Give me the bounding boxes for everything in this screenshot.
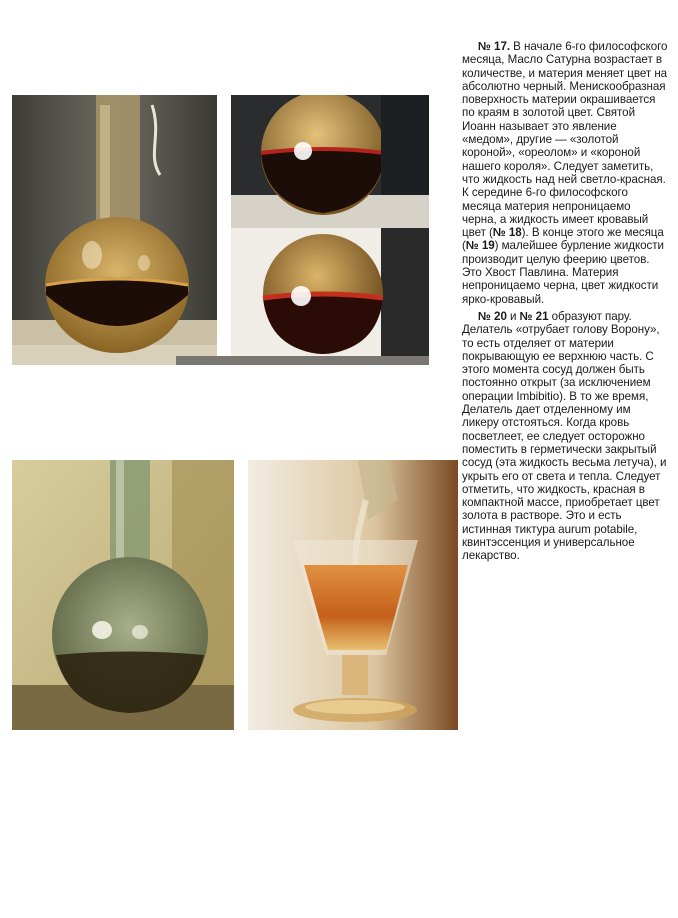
figure-number-18: № 18	[492, 226, 522, 240]
glass-21-photo	[248, 460, 458, 730]
sphere-18-photo	[231, 95, 429, 228]
text-run: ). В конце этого же месяца (	[462, 226, 664, 253]
text-run: В начале 6-го философского месяца, Масло Сатурна возрастает в количестве, и материя меняет цвет на абсолютно черный. Менискообразная поверхность материи окрашивается по краям в золотой цвет. Святой Иоанн называет это явление «медом», другие — «золотой короной», «ореолом» и «короной нашего короля». Следует заметить, что жидкость над ней светло-красная. К середине 6-го философского месяца материя непроницаемо черна, а жидкость имеет кровавый цвет (	[462, 40, 668, 240]
flask-17-photo	[12, 95, 217, 365]
figure-number-17: № 17.	[478, 40, 511, 53]
paragraph-20-21	[462, 310, 668, 563]
figure-number-21: № 21	[519, 309, 549, 323]
figure-number-19: № 19	[465, 239, 495, 253]
text-run: образуют пару. Делатель «отрубает голову Ворону», то есть отделяет от материи покрывающую ее верхнюю часть. С этого момента сосуд должен быть постоянно открыт (за исключением операции Imbibitio). В то же время, Делатель дает отделенному им ликеру отстояться. Когда кровь посветлеет, ее следует осторожно поместить в герметически закрытый сосуд (эта жидкость весьма летуча), и укрыть его от света и тепла. Следует отметить, что жидкость, красная в компактной массе, приобретает цвет золота в растворе. Это и есть истинная тиктура aurum potabile, квинтэссенция и универсальное лекарство.	[462, 309, 667, 563]
article-text	[462, 40, 668, 563]
text-run: и	[506, 309, 520, 323]
text-run: ) малейшее бурление жидкости производит целую феерию цветов. Это Хвост Павлина. Материя непроницаемо черна, цвет жидкости ярко-кровавый.	[462, 239, 664, 306]
sphere-19-photo	[231, 228, 429, 356]
figure-number-20: № 20	[478, 309, 507, 323]
flask-20-photo	[12, 460, 234, 730]
photo-border-strip	[176, 356, 429, 365]
paragraph-17	[462, 40, 668, 306]
